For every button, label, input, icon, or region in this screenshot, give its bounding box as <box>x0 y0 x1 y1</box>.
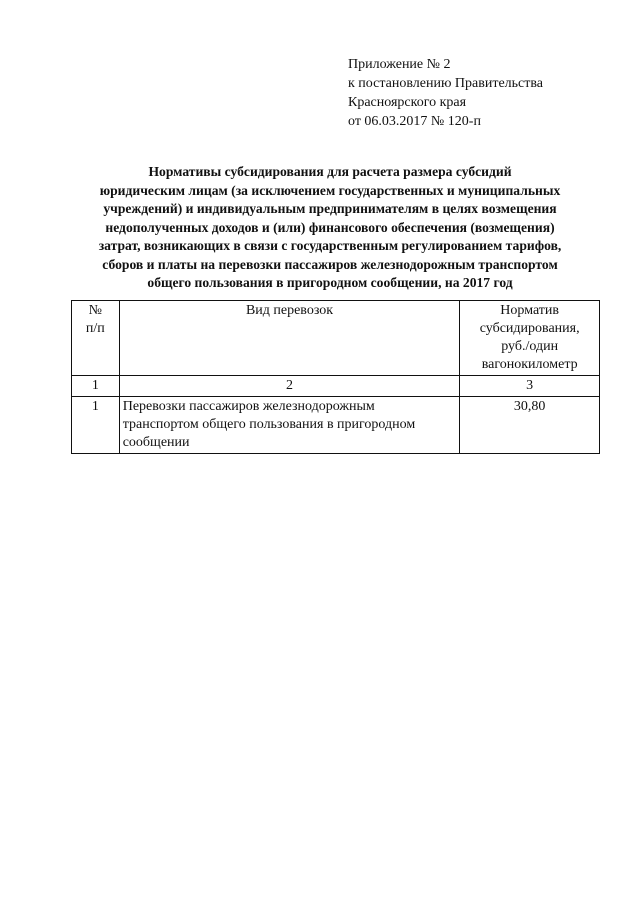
subsidy-norms-table <box>71 300 600 454</box>
row-number: 1 <box>72 397 120 454</box>
row-transport-type-line: сообщении <box>122 435 190 450</box>
appendix-number: Приложение № 2 <box>348 57 451 72</box>
header-number-abbr: п/п <box>85 321 105 336</box>
header-number-symbol: № <box>88 303 103 318</box>
header-norm <box>460 301 600 376</box>
table-row <box>72 397 600 454</box>
title-line: недополученных доходов и (или) финансового обеспечения (возмещения) <box>105 219 555 235</box>
column-number-cell: 3 <box>460 376 600 397</box>
appendix-date-number: от 06.03.2017 № 120-п <box>348 114 481 129</box>
column-number-row <box>72 376 600 397</box>
appendix-region: Красноярского края <box>348 95 467 110</box>
row-transport-type-line: транспортом общего пользования в пригородном <box>122 417 416 432</box>
table-header-row <box>72 301 600 376</box>
title-line: юридическим лицам (за исключением государственных и муниципальных <box>99 182 561 198</box>
header-norm-label: субсидирования, <box>479 321 580 336</box>
header-norm-unit: руб./один <box>501 339 559 354</box>
column-number-cell: 1 <box>72 376 120 397</box>
document-title <box>60 163 600 293</box>
title-line: учреждений) и индивидуальным предпринимателям в целях возмещения <box>103 201 557 216</box>
title-line: общего пользования в пригородном сообщении, на 2017 год <box>147 275 513 290</box>
header-transport-type <box>119 301 460 376</box>
appendix-decree-ref: к постановлению Правительства <box>348 76 544 91</box>
title-line: затрат, возникающих в связи с государственным регулированием тарифов, <box>98 238 562 253</box>
header-number <box>72 301 120 376</box>
appendix-reference <box>348 55 543 131</box>
header-norm-label: Норматив <box>500 303 560 318</box>
row-transport-type-line: Перевозки пассажиров железнодорожным <box>122 399 375 414</box>
header-transport-type-label: Вид перевозок <box>245 303 334 318</box>
title-line: Нормативы субсидирования для расчета размера субсидий <box>148 164 512 179</box>
row-norm-value: 30,80 <box>460 397 600 454</box>
column-number-cell: 2 <box>119 376 460 397</box>
header-norm-unit: вагонокилометр <box>481 357 578 372</box>
row-transport-type <box>119 397 460 454</box>
title-line: сборов и платы на перевозки пассажиров железнодорожным транспортом <box>102 256 558 272</box>
